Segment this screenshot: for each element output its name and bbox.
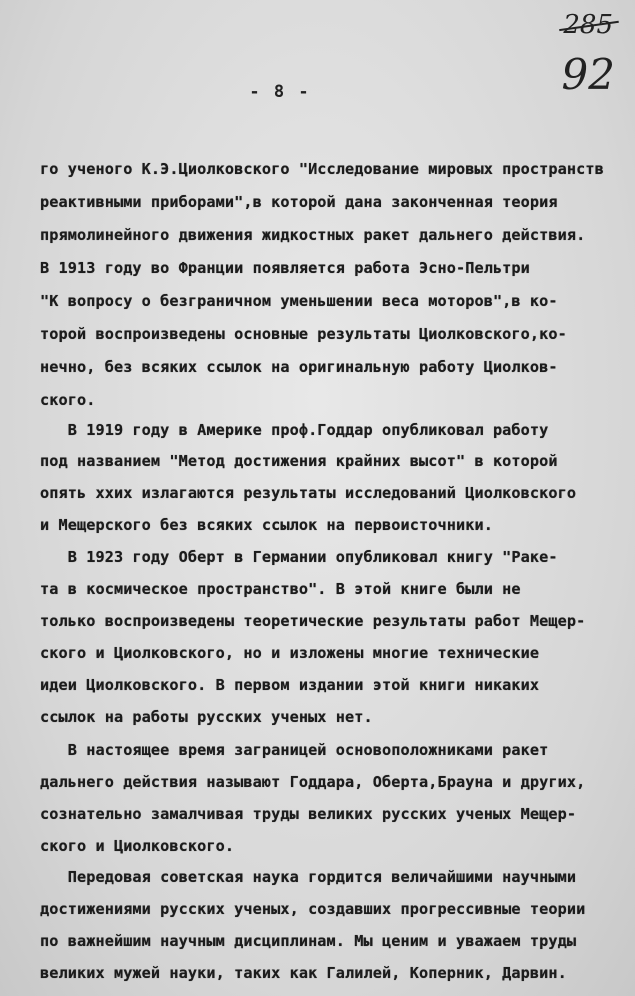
- text-line: сознательно замалчивая труды великих русских ученых Мещер-: [40, 805, 577, 823]
- text-line: только воспроизведены теоретические результаты работ Мещер-: [40, 612, 586, 630]
- text-line: и Мещерского без всяких ссылок на первоисточники.: [40, 516, 493, 534]
- text-line: та в космическое пространство". В этой книге были не: [40, 580, 521, 598]
- text-line: идеи Циолковского. В первом издании этой книги никаких: [40, 676, 540, 694]
- text-line: В настоящее время заграницей основоположниками ракет: [40, 741, 549, 759]
- text-line: Передовая советская наука гордится величайшими научными: [40, 868, 577, 886]
- text-line: прямолинейного движения жидкостных ракет дальнего действия.: [40, 226, 586, 244]
- text-line: достижениями русских ученых, создавших прогрессивные теории: [40, 900, 586, 918]
- text-line: ского и Циолковского.: [40, 837, 235, 855]
- text-line: реактивными приборами",в которой дана законченная теория: [40, 193, 558, 211]
- text-line: под названием "Метод достижения крайних высот" в которой: [40, 452, 558, 470]
- text-line: опять ххих излагаются результаты исследований Циолковского: [40, 484, 577, 502]
- crossed-out-archive-number: 285: [563, 10, 613, 40]
- text-line: В 1923 году Оберт в Германии опубликовал книгу "Раке-: [40, 548, 558, 566]
- text-line: торой воспроизведены основные результаты Циолковского,ко-: [40, 325, 567, 343]
- text-line: великих мужей науки, таких как Галилей, Коперник, Дарвин.: [40, 964, 567, 982]
- text-line: ского.: [40, 391, 96, 409]
- text-line: В 1913 году во Франции появляется работа Эсно-Пельтри: [40, 259, 530, 277]
- text-line: дальнего действия называют Годдара, Оберта,Брауна и других,: [40, 773, 586, 791]
- text-line: го ученого К.Э.Циолковского "Исследование мировых пространств: [40, 160, 604, 178]
- page-number: - 8 -: [249, 82, 311, 102]
- text-line: ского и Циолковского, но и изложены многие технические: [40, 644, 540, 662]
- text-line: по важнейшим научным дисциплинам. Мы ценим и уважаем труды: [40, 932, 577, 950]
- text-line: "К вопросу о безграничном уменьшении веса моторов",в ко-: [40, 292, 558, 310]
- text-line: нечно, без всяких ссылок на оригинальную работу Циолков-: [40, 358, 558, 376]
- text-line: В 1919 году в Америке проф.Годдар опубликовал работу: [40, 421, 549, 439]
- archive-page-number: 92: [561, 50, 615, 99]
- text-line: ссылок на работы русских ученых нет.: [40, 708, 373, 726]
